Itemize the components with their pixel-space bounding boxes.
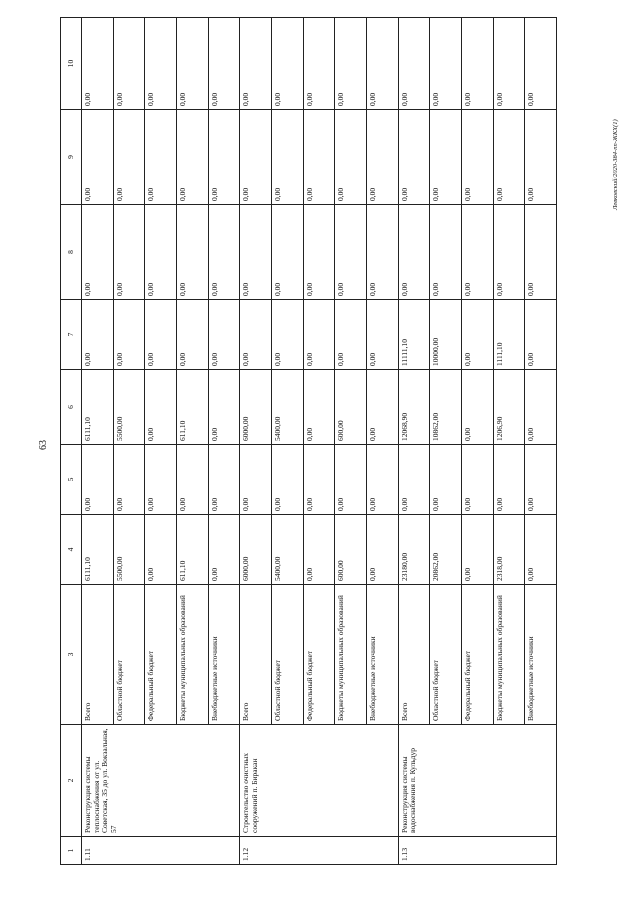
amount-cell: 6111,10 (82, 515, 114, 585)
amount-cell: 0,00 (145, 370, 177, 445)
amount-cell: 0,00 (303, 110, 335, 205)
amount-cell: 0,00 (145, 18, 177, 110)
amount-cell: 0,00 (145, 110, 177, 205)
funding-source: Внебюджетные источники (366, 585, 398, 725)
amount-cell: 1111,10 (493, 300, 525, 370)
funding-source: Бюджеты муниципальных образований (176, 585, 208, 725)
amount-cell: 5400,00 (271, 515, 303, 585)
amount-cell: 6000,00 (240, 370, 272, 445)
funding-source: Областной бюджет (430, 585, 462, 725)
item-code: 1.12 (240, 837, 398, 865)
amount-cell: 10862,00 (430, 370, 462, 445)
amount-cell: 6111,10 (82, 370, 114, 445)
item-code: 1.11 (82, 837, 240, 865)
amount-cell: 0,00 (82, 445, 114, 515)
header-cell: 9 (61, 110, 82, 205)
amount-cell: 5500,00 (113, 515, 145, 585)
item-code: 1.13 (398, 837, 556, 865)
amount-cell: 0,00 (176, 18, 208, 110)
amount-cell: 0,00 (303, 300, 335, 370)
amount-cell: 0,00 (430, 445, 462, 515)
budget-table (60, 17, 557, 865)
amount-cell: 0,00 (525, 445, 557, 515)
amount-cell: 0,00 (335, 110, 367, 205)
page-number: 63 (38, 440, 49, 450)
header-cell: 7 (61, 300, 82, 370)
amount-cell: 0,00 (366, 18, 398, 110)
amount-cell: 0,00 (525, 205, 557, 300)
amount-cell: 5400,00 (271, 370, 303, 445)
amount-cell: 0,00 (398, 205, 430, 300)
header-cell: 5 (61, 445, 82, 515)
amount-cell: 1206,90 (493, 370, 525, 445)
amount-cell: 0,00 (366, 300, 398, 370)
amount-cell: 5500,00 (113, 370, 145, 445)
funding-source: Всего (82, 585, 114, 725)
amount-cell: 0,00 (493, 445, 525, 515)
amount-cell: 0,00 (271, 445, 303, 515)
amount-cell: 0,00 (208, 205, 240, 300)
amount-cell: 0,00 (82, 205, 114, 300)
funding-source: Всего (398, 585, 430, 725)
amount-cell: 2318,00 (493, 515, 525, 585)
amount-cell: 0,00 (82, 110, 114, 205)
funding-source: Внебюджетные источники (525, 585, 557, 725)
amount-cell: 0,00 (176, 110, 208, 205)
amount-cell: 0,00 (113, 445, 145, 515)
amount-cell: 611,10 (176, 515, 208, 585)
amount-cell: 0,00 (208, 445, 240, 515)
amount-cell: 0,00 (271, 205, 303, 300)
amount-cell: 0,00 (525, 18, 557, 110)
amount-cell: 0,00 (525, 300, 557, 370)
funding-source: Внебюджетные источники (208, 585, 240, 725)
amount-cell: 0,00 (145, 515, 177, 585)
amount-cell: 0,00 (398, 18, 430, 110)
amount-cell: 0,00 (240, 300, 272, 370)
amount-cell: 0,00 (366, 205, 398, 300)
amount-cell: 0,00 (208, 110, 240, 205)
table-row (398, 18, 430, 865)
amount-cell: 0,00 (303, 18, 335, 110)
item-name: Реконструкция системы водоснабжения п. Кульдур (398, 725, 556, 837)
funding-source: Федеральный бюджет (461, 585, 493, 725)
amount-cell: 0,00 (525, 110, 557, 205)
item-name: Реконструкция системы теплоснабжения от ул. Советская, 35 до ул. Вокзальная, 57 (82, 725, 240, 837)
header-row (61, 18, 82, 865)
amount-cell: 0,00 (366, 515, 398, 585)
amount-cell: 6000,00 (240, 515, 272, 585)
amount-cell: 0,00 (271, 18, 303, 110)
amount-cell: 0,00 (113, 18, 145, 110)
table-body (82, 18, 557, 865)
amount-cell: 0,00 (145, 205, 177, 300)
amount-cell: 0,00 (366, 110, 398, 205)
funding-source: Бюджеты муниципальных образований (335, 585, 367, 725)
amount-cell: 0,00 (335, 445, 367, 515)
budget-table-wrapper (60, 18, 557, 865)
amount-cell: 0,00 (240, 445, 272, 515)
amount-cell: 0,00 (303, 515, 335, 585)
amount-cell: 0,00 (208, 18, 240, 110)
header-cell: 10 (61, 18, 82, 110)
amount-cell: 0,00 (430, 110, 462, 205)
amount-cell: 0,00 (525, 515, 557, 585)
funding-source: Федеральный бюджет (303, 585, 335, 725)
funding-source: Бюджеты муниципальных образований (493, 585, 525, 725)
amount-cell: 0,00 (303, 205, 335, 300)
header-cell: 3 (61, 585, 82, 725)
amount-cell: 0,00 (271, 300, 303, 370)
amount-cell: 12068,90 (398, 370, 430, 445)
amount-cell: 0,00 (493, 18, 525, 110)
amount-cell: 0,00 (335, 18, 367, 110)
amount-cell: 0,00 (208, 515, 240, 585)
header-cell: 1 (61, 837, 82, 865)
amount-cell: 0,00 (240, 110, 272, 205)
header-cell: 6 (61, 370, 82, 445)
amount-cell: 23180,00 (398, 515, 430, 585)
header-cell: 8 (61, 205, 82, 300)
amount-cell: 0,00 (398, 445, 430, 515)
amount-cell: 0,00 (461, 515, 493, 585)
amount-cell: 600,00 (335, 370, 367, 445)
amount-cell: 0,00 (82, 18, 114, 110)
item-name: Строительство очистных сооружений п. Биракан (240, 725, 398, 837)
table-row (240, 18, 272, 865)
amount-cell: 0,00 (113, 300, 145, 370)
amount-cell: 0,00 (430, 205, 462, 300)
amount-cell: 0,00 (240, 18, 272, 110)
amount-cell: 0,00 (82, 300, 114, 370)
amount-cell: 0,00 (493, 205, 525, 300)
amount-cell: 0,00 (461, 300, 493, 370)
amount-cell: 0,00 (335, 205, 367, 300)
amount-cell: 0,00 (303, 370, 335, 445)
amount-cell: 0,00 (366, 370, 398, 445)
amount-cell: 0,00 (461, 370, 493, 445)
amount-cell: 10000,00 (430, 300, 462, 370)
amount-cell: 0,00 (145, 300, 177, 370)
amount-cell: 0,00 (176, 300, 208, 370)
amount-cell: 0,00 (208, 370, 240, 445)
amount-cell: 0,00 (461, 205, 493, 300)
amount-cell: 0,00 (176, 445, 208, 515)
funding-source: Областной бюджет (113, 585, 145, 725)
amount-cell: 0,00 (176, 205, 208, 300)
funding-source: Всего (240, 585, 272, 725)
amount-cell: 0,00 (208, 300, 240, 370)
funding-source: Областной бюджет (271, 585, 303, 725)
amount-cell: 11111,10 (398, 300, 430, 370)
amount-cell: 611,10 (176, 370, 208, 445)
amount-cell: 600,00 (335, 515, 367, 585)
header-cell: 4 (61, 515, 82, 585)
document-code: Левковский/2020-384-пп-ЖКХ(1) (612, 119, 619, 210)
amount-cell: 0,00 (461, 445, 493, 515)
amount-cell: 0,00 (461, 110, 493, 205)
amount-cell: 0,00 (240, 205, 272, 300)
amount-cell: 0,00 (303, 445, 335, 515)
table-row (82, 18, 114, 865)
amount-cell: 0,00 (461, 18, 493, 110)
amount-cell: 0,00 (430, 18, 462, 110)
amount-cell: 0,00 (366, 445, 398, 515)
amount-cell: 0,00 (145, 445, 177, 515)
amount-cell: 0,00 (271, 110, 303, 205)
header-cell: 2 (61, 725, 82, 837)
amount-cell: 20862,00 (430, 515, 462, 585)
amount-cell: 0,00 (398, 110, 430, 205)
amount-cell: 0,00 (113, 110, 145, 205)
amount-cell: 0,00 (525, 370, 557, 445)
amount-cell: 0,00 (335, 300, 367, 370)
amount-cell: 0,00 (493, 110, 525, 205)
amount-cell: 0,00 (113, 205, 145, 300)
funding-source: Федеральный бюджет (145, 585, 177, 725)
